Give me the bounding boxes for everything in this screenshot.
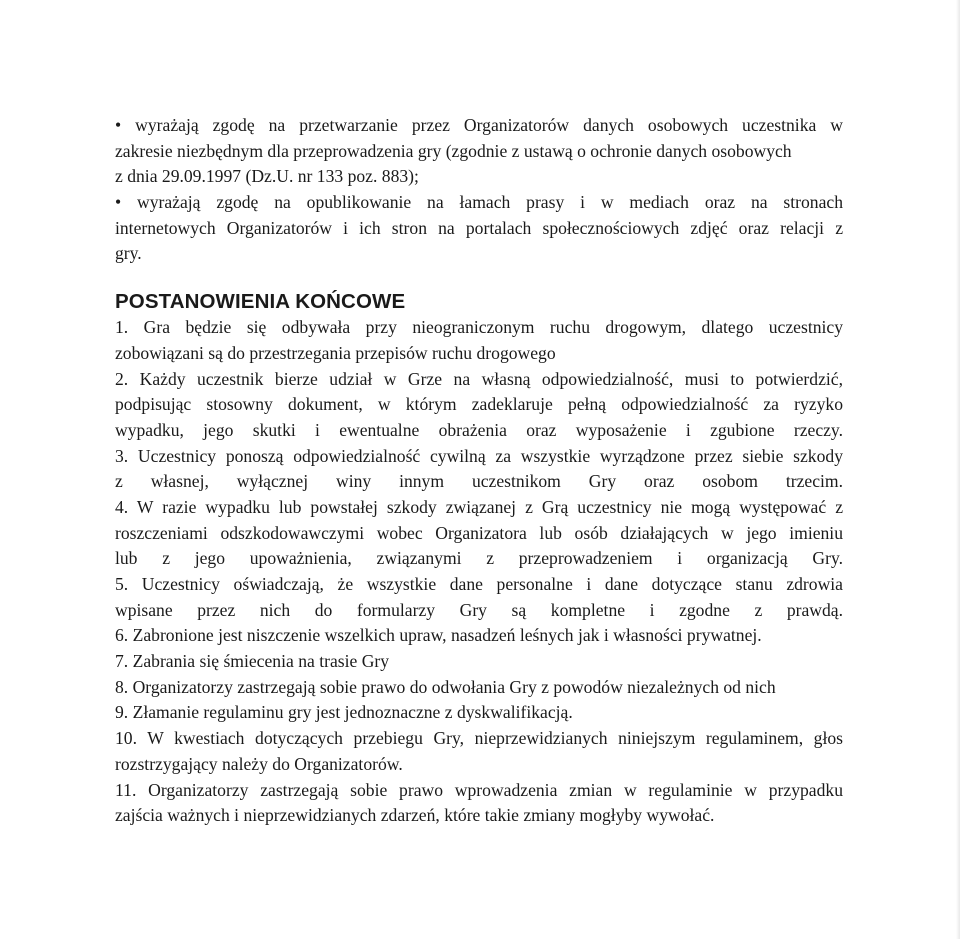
provision-line: 5. Uczestnicy oświadczają, że wszystkie dane personalne i dane dotyczące stanu zdrowia (115, 574, 843, 594)
provision-line: wypadku, jego skutki i ewentualne obrażenia oraz wyposażenie i zgubione rzeczy. (115, 419, 843, 440)
provision-line: 9. Złamanie regulaminu gry jest jednoznaczne z dyskwalifikacją. (115, 702, 573, 723)
intro-consent-list (115, 113, 843, 267)
provision-line: z własnej, wyłącznej winy innym uczestnikom Gry oraz osobom trzecim. (115, 471, 843, 492)
intro-line: zakresie niezbędnym dla przeprowadzenia gry (zgodnie z ustawą o ochronie danych osobowych (115, 140, 792, 161)
provision-line: 10. W kwestiach dotyczących przebiegu Gry, nieprzewidzianych niniejszym regulaminem, głos (115, 728, 843, 749)
provision-line: 2. Każdy uczestnik bierze udział w Grze na własną odpowiedzialność, musi to potwierdzić, (115, 368, 843, 389)
document-body (115, 113, 843, 829)
provision-line: zajścia ważnych i nieprzewidzianych zdarzeń, które takie zmiany mogłyby wywołać. (115, 805, 715, 826)
provision-line: rozstrzygający należy do Organizatorów. (115, 753, 403, 774)
intro-line: internetowych Organizatorów i ich stron na portalach społecznościowych zdjęć oraz relacji z (115, 217, 843, 238)
provision-line: 6. Zabronione jest niszczenie wszelkich upraw, nasadzeń leśnych jak i własności prywatnej. (115, 625, 762, 646)
provision-line: 8. Organizatorzy zastrzegają sobie prawo do odwołania Gry z powodów niezależnych od nich (115, 676, 776, 697)
intro-line: • wyrażają zgodę na przetwarzanie przez Organizatorów danych osobowych uczestnika w (115, 115, 843, 135)
provision-line: 3. Uczestnicy ponoszą odpowiedzialność cywilną za wszystkie wyrządzone przez siebie szkody (115, 445, 843, 466)
provision-line: roszczeniami odszkodowawczymi wobec Organizatora lub osób działających w jego imieniu (115, 522, 843, 543)
provision-line: 4. W razie wypadku lub powstałej szkody związanej z Grą uczestnicy nie mogą występować z (115, 496, 843, 517)
section-heading: POSTANOWIENIA KOŃCOWE (115, 290, 406, 314)
provision-line: 1. Gra będzie się odbywała przy nieograniczonym ruchu drogowym, dlatego uczestnicy (115, 317, 843, 338)
provision-line: wpisane przez nich do formularzy Gry są kompletne i zgodne z prawdą. (115, 599, 843, 620)
intro-line: gry. (115, 243, 142, 264)
provision-line: zobowiązani są do przestrzegania przepisów ruchu drogowego (115, 342, 556, 363)
provision-line: lub z jego upoważnienia, związanymi z przeprowadzeniem i organizacją Gry. (115, 548, 843, 569)
final-provisions-list (115, 315, 843, 829)
page-edge (956, 0, 960, 939)
provision-line: podpisując stosowny dokument, w którym zadeklaruje pełną odpowiedzialność za ryzyko (115, 394, 843, 415)
provision-line: 11. Organizatorzy zastrzegają sobie prawo wprowadzenia zmian w regulaminie w przypadku (115, 779, 843, 800)
intro-line: • wyrażają zgodę na opublikowanie na łamach prasy i w mediach oraz na stronach (115, 192, 843, 213)
intro-line: z dnia 29.09.1997 (Dz.U. nr 133 poz. 883); (115, 166, 419, 187)
provision-line: 7. Zabrania się śmiecenia na trasie Gry (115, 651, 390, 672)
